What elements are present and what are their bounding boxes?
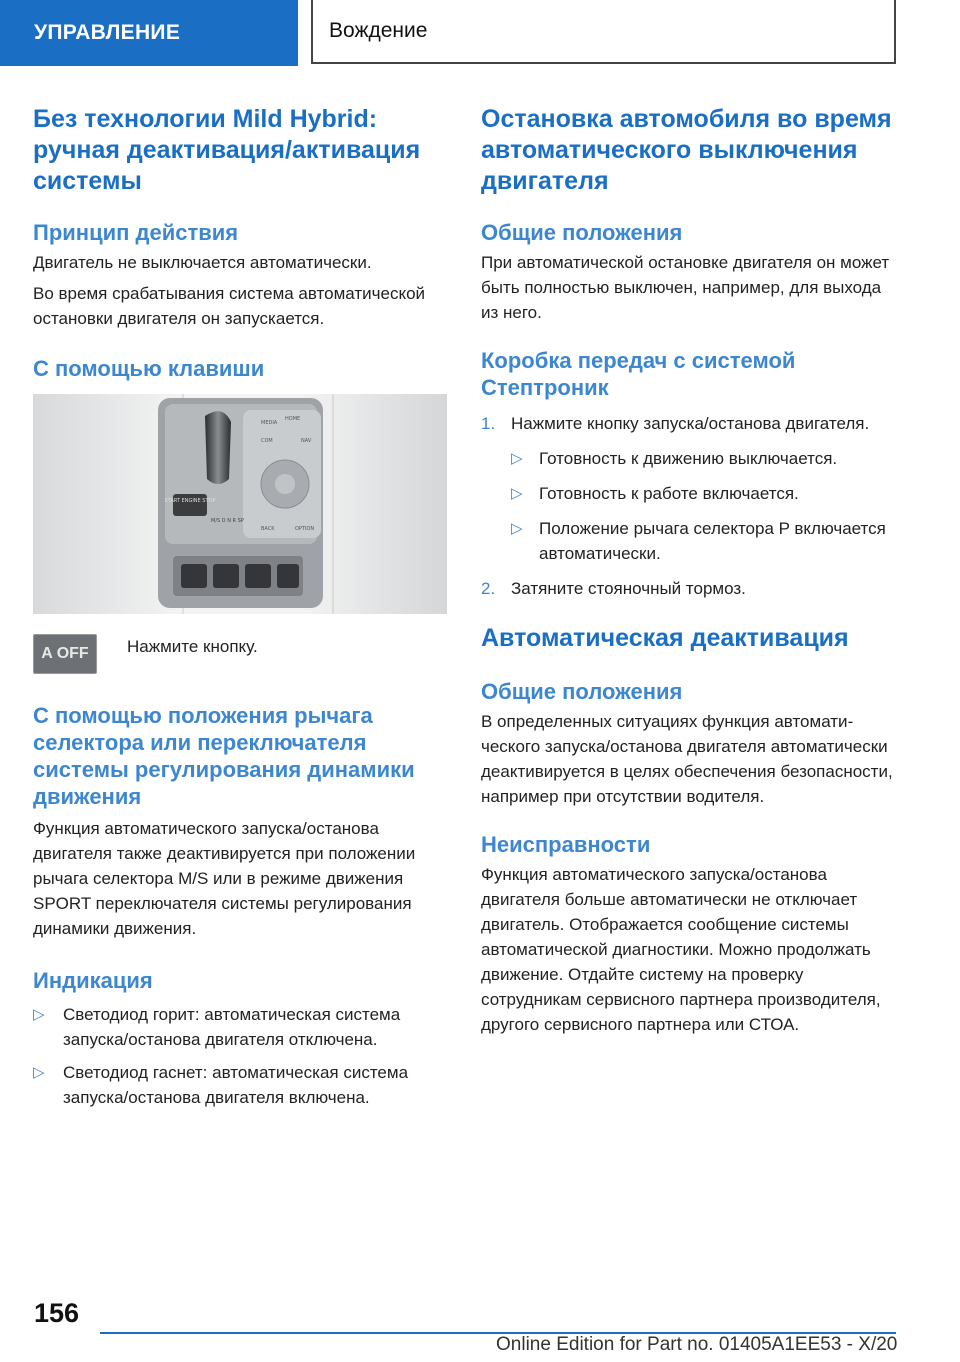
- step-1-sub: ▷ Готовность к работе включается.: [481, 481, 895, 506]
- triangle-bullet-icon: ▷: [33, 1064, 45, 1081]
- right-column: [481, 104, 895, 1037]
- triangle-bullet-icon: ▷: [33, 1006, 45, 1023]
- step-1-sub: ▷ Готовность к движению выключается.: [481, 446, 895, 471]
- step-1-sub: ▷ Положение рычага селектора P включается автоматически.: [481, 516, 895, 566]
- auto-start-stop-off-icon: A OFF: [33, 634, 97, 674]
- steptronic-heading: Коробка передач с системой Стептроник: [481, 348, 796, 400]
- right-title: Остановка автомобиля во время автоматического выключения двигателя: [481, 105, 892, 195]
- home-label: HOME: [285, 416, 301, 422]
- nav-label: NAV: [301, 438, 312, 444]
- principle-text-2: Во время срабатывания система автоматической остановки двигателя он запускается.: [33, 284, 426, 328]
- indication-heading: Индикация: [33, 968, 153, 993]
- media-label: MEDIA: [261, 420, 278, 426]
- edition-text: Online Edition for Part no. 01405A1EE53 - X/20: [496, 1334, 898, 1355]
- triangle-bullet-icon: ▷: [511, 520, 523, 537]
- button-heading: С помощью клавиши: [33, 356, 265, 381]
- general-text: При автоматической остановке двигателя он может быть полностью выключен, например, для выхода из него.: [481, 253, 890, 322]
- principle-heading: Принцип действия: [33, 220, 239, 245]
- general-heading: Общие положения: [481, 220, 683, 245]
- section-tab: УПРАВЛЕНИЕ: [0, 0, 298, 66]
- selector-heading: С помощью положения рычага селектора или переключателя системы регулирования динамики движения: [33, 703, 415, 809]
- option-label: OPTION: [295, 526, 315, 532]
- key-caption-row: [33, 634, 447, 674]
- chapter-title: Вождение: [311, 0, 896, 64]
- faults-heading: Неисправности: [481, 832, 651, 857]
- indication-item: ▷ Светодиод гаснет: автоматическая система запуска/останова двигателя включена.: [33, 1060, 447, 1110]
- selector-text: Функция автоматического запуска/останова двигателя также деактивируется при положении рычага селектора M/S или в режиме движения SPORT переключателя системы регулирования динамики движения.: [33, 819, 416, 938]
- auto-general-text: В определенных ситуациях функция автоматического запуска/останова двигателя автоматически деактивируется в целях обеспечения безопасности, например при отсутствии водителя.: [481, 712, 893, 806]
- step-2: 2. Затяните стояночный тормоз.: [481, 579, 746, 598]
- center-console-photo: [33, 394, 447, 614]
- faults-text: Функция автоматического запуска/останова двигателя больше автоматически не отключает двигатель. Отображается сообщение системы автоматической диагностики. Можно продолжать движение. Отдайте систему на проверку сотрудникам сервисного партнера производителя, другого сервисного партнера или СТОА.: [481, 865, 881, 1034]
- principle-text-1: Двигатель не выключается автоматически.: [33, 253, 372, 272]
- auto-general-heading: Общие положения: [481, 679, 683, 704]
- page-number: 156: [34, 1298, 80, 1328]
- left-title: Без технологии Mild Hybrid: ручная деактивация/активация системы: [33, 105, 421, 195]
- com-label: COM: [261, 438, 273, 444]
- back-label: BACK: [261, 526, 275, 532]
- start-stop-label: START ENGINE STOP: [164, 498, 216, 504]
- center-console-illustration: [33, 394, 447, 614]
- step-1: 1. Нажмите кнопку запуска/останова двигателя.: [481, 414, 870, 433]
- key-caption: Нажмите кнопку.: [127, 637, 258, 656]
- auto-deactivation-title: Автоматическая деактивация: [481, 624, 849, 652]
- triangle-bullet-icon: ▷: [511, 485, 523, 502]
- left-column: [33, 104, 447, 1110]
- triangle-bullet-icon: ▷: [511, 450, 523, 467]
- gear-labels: M/S D N R SP: [211, 518, 244, 524]
- indication-item: ▷ Светодиод горит: автоматическая система запуска/останова двигателя отключена.: [33, 1002, 447, 1052]
